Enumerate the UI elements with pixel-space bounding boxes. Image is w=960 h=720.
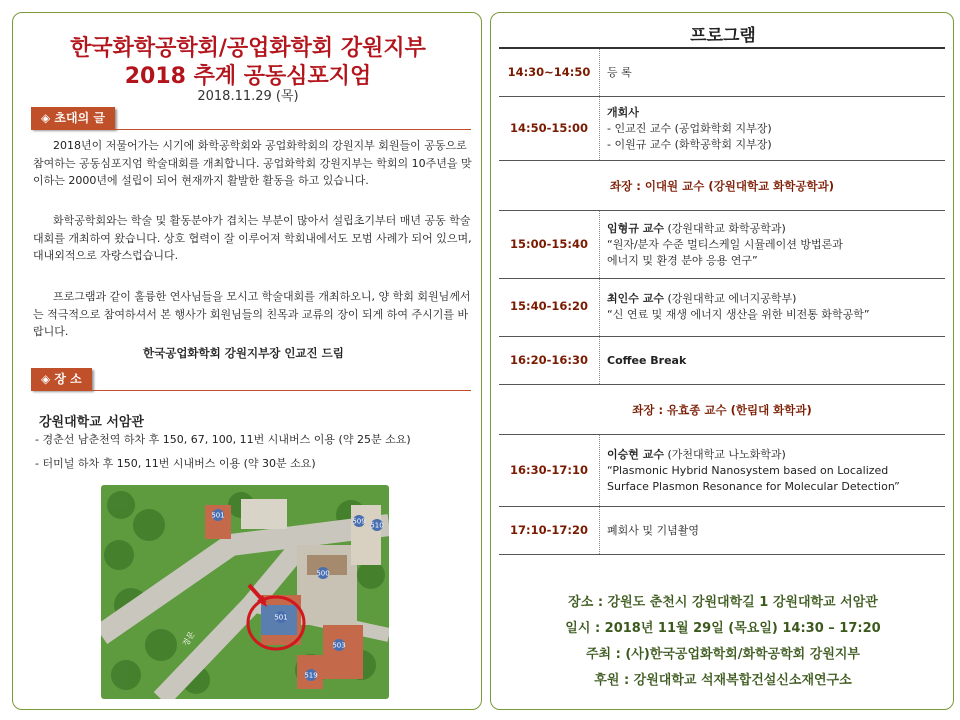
program-row-coffee (499, 337, 945, 385)
event-host: 주최 : (사)한국공업화학회/화학공학회 강원지부 (585, 647, 860, 662)
speaker-affiliation: (가천대학교 나노화학과) (663, 448, 786, 461)
invitation-paragraph-1: 2018년이 저물어가는 시기에 화학공학회와 공업화학회의 강원지부 회원들이 공동으로 참여하는 공동심포지엄 학술대회를 개최합니다. 공업화학회 강원지부는 학회의 10주년을 맞이하는 2000년에 설립이 되어 현재까지 활발한 활동을 하고 있습니다. (33, 139, 472, 187)
invitation-paragraph-2: 화학공학회와는 학술 및 활동분야가 겹치는 부분이 많아서 설립초기부터 매년 공동 학술대회를 개최하여 왔습니다. 상호 협력이 잘 이루어져 학회내에서도 모범 사례가 되어 있으며, 대내외적으로 자랑스럽습니다. (33, 214, 472, 262)
location-divider (31, 390, 471, 391)
row-line: - 이원규 교수 (화학공학회 지부장) (607, 138, 772, 151)
map-label-500: 500 (316, 569, 330, 578)
row-heading: 개회사 (607, 106, 639, 119)
row-time: 17:10-17:20 (510, 523, 588, 537)
program-row-talk-3 (499, 435, 945, 507)
program-panel (490, 12, 954, 710)
talk-title-line: Surface Plasmon Resonance for Molecular Detection” (607, 480, 900, 493)
talk-title-line: “Plasmonic Hybrid Nanosystem based on Localized (607, 464, 889, 477)
row-line: - 인교진 교수 (공업화학회 지부장) (607, 122, 772, 135)
speaker-affiliation: (강원대학교 에너지공학부) (663, 292, 797, 305)
map-label-519: 519 (304, 671, 318, 680)
row-time: 14:30~14:50 (507, 65, 591, 79)
row-text: 폐회사 및 기념촬영 (607, 524, 700, 537)
invitation-paragraph-3: 프로그램과 같이 훌륭한 연사님들을 모시고 학술대회를 개최하오니, 양 학회 회원님께서는 적극적으로 참여하셔서 본 행사가 회원님들의 친목과 교류의 장이 되게 하여 주시기를 바랍니다. (33, 290, 471, 338)
bus-route-1: - 경춘선 남춘천역 하차 후 150, 67, 100, 11번 시내버스 이용 (약 25분 소요) (35, 433, 411, 446)
row-time: 15:00-15:40 (510, 237, 588, 251)
talk-title-line: 에너지 및 환경 분야 응용 연구” (607, 254, 758, 267)
map-label-main-gate: 정문 (180, 630, 197, 648)
map-label-510: 510 (370, 521, 384, 530)
row-time: 16:30-17:10 (510, 463, 588, 477)
bus-route-2: - 터미널 하차 후 150, 11번 시내버스 이용 (약 30분 소요) (35, 457, 316, 470)
location-badge: ◈ 장 소 (31, 368, 92, 390)
talk-title-line: “원자/분자 수준 멀티스케일 시뮬레이션 방법론과 (607, 238, 843, 251)
signature: 한국공업화학회 강원지부장 인교진 드림 (143, 346, 344, 360)
map-label-501: 501 (274, 613, 288, 622)
map-label-501a: 501 (211, 511, 225, 520)
invitation-panel (12, 12, 482, 710)
speaker-name: 최인수 교수 (607, 292, 664, 305)
program-title: 프로그램 (690, 26, 756, 46)
campus-map-image (101, 485, 389, 699)
row-time: 15:40-16:20 (510, 299, 588, 313)
event-sponsor: 후원 : 강원대학교 석재복합건설신소재연구소 (594, 673, 852, 688)
map-label-503: 503 (332, 641, 346, 650)
program-row-talk-1 (499, 211, 945, 279)
event-datetime: 일시 : 2018년 11월 29일 (목요일) 14:30 – 17:20 (565, 621, 881, 636)
row-time: 14:50-15:00 (510, 121, 588, 135)
talk-title-line: “신 연료 및 재생 에너지 생산을 위한 비전통 화학공학” (607, 308, 870, 321)
venue-name: 강원대학교 서암관 (39, 415, 144, 430)
session-chair-2: 좌장 : 유효종 교수 (한림대 화학과) (499, 385, 945, 435)
symposium-title: 2018 추계 공동심포지엄 (124, 64, 372, 89)
symposium-date: 2018.11.29 (목) (197, 89, 299, 104)
program-row-registration (499, 49, 945, 97)
program-row-opening (499, 97, 945, 161)
page-title: 한국화학공학회/공업화학회 강원지부 (70, 36, 426, 61)
event-place: 장소 : 강원도 춘천시 강원대학길 1 강원대학교 서암관 (568, 595, 878, 610)
program-row-talk-2 (499, 279, 945, 337)
speaker-name: 이승현 교수 (607, 448, 664, 461)
row-time: 16:20-16:30 (510, 353, 588, 367)
invitation-divider (31, 129, 471, 130)
campus-map (101, 485, 389, 699)
program-row-closing (499, 507, 945, 555)
speaker-name: 임형규 교수 (607, 222, 664, 235)
session-chair-1: 좌장 : 이대원 교수 (강원대학교 화학공학과) (499, 161, 945, 211)
row-text: 등 록 (607, 66, 632, 79)
map-label-509: 509 (352, 517, 366, 526)
invitation-badge: ◈ 초대의 글 (31, 107, 115, 129)
speaker-affiliation: (강원대학교 화학공학과) (663, 222, 786, 235)
row-text: Coffee Break (607, 354, 687, 367)
